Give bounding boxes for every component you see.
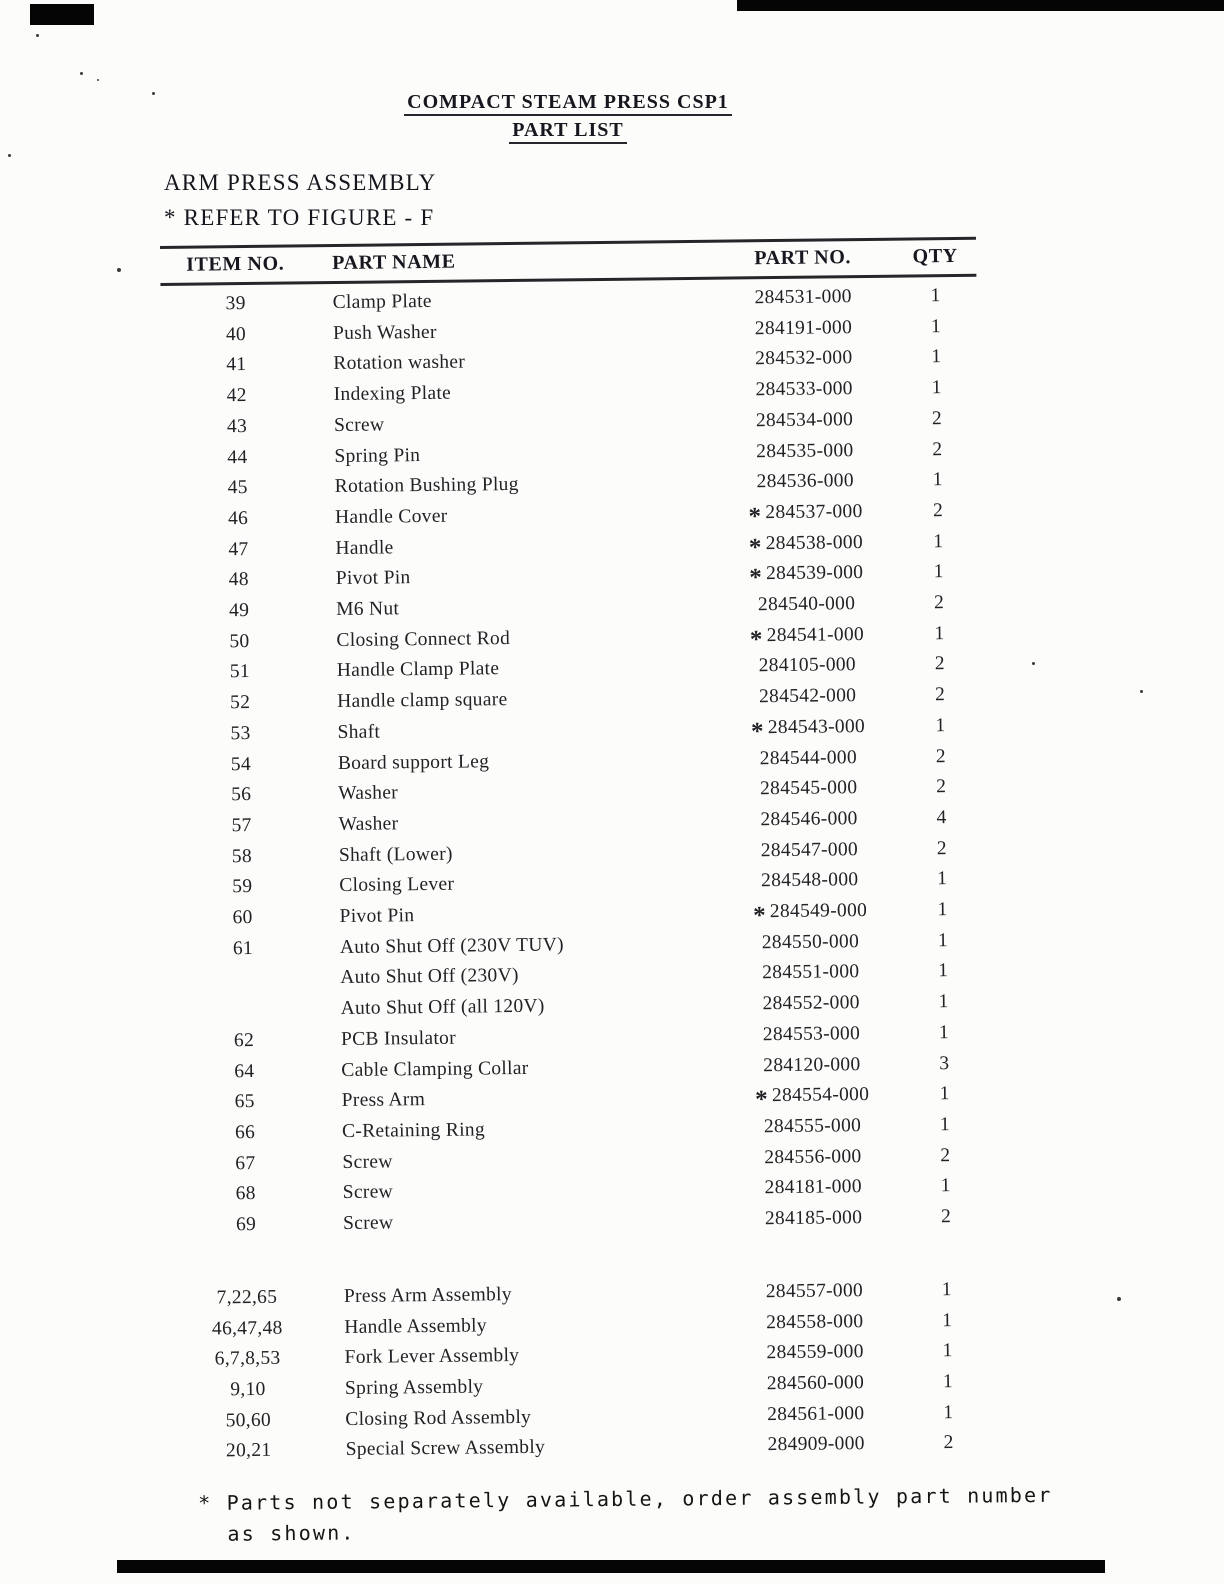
- part-name-cell: Handle clamp square: [337, 689, 508, 713]
- part-no-cell: [723, 1398, 908, 1431]
- part-no-cell: [722, 1275, 907, 1308]
- part-name-cell: Screw: [342, 1212, 394, 1235]
- part-name-cell: Pivot Pin: [335, 567, 411, 590]
- qty-cell: 1: [932, 469, 943, 491]
- qty-cell: 1: [933, 530, 944, 552]
- item-no-cell: 54: [230, 753, 252, 775]
- part-no-text: 284557-000: [765, 1279, 864, 1302]
- qty-cell: 2: [940, 1206, 952, 1228]
- qty-cell: 1: [935, 714, 946, 737]
- item-no-cell: 69: [235, 1214, 257, 1236]
- parts-table: [160, 237, 990, 1468]
- qty-cell: 1: [937, 868, 948, 890]
- item-no-cell: 49: [228, 600, 250, 622]
- part-no-cell: [719, 1018, 904, 1051]
- item-no-cell: 60: [232, 907, 253, 929]
- part-no-cell: [714, 558, 899, 591]
- part-name-cell: Washer: [338, 782, 399, 805]
- item-no-cell: 45: [227, 477, 248, 499]
- item-no-cell: 42: [226, 385, 247, 407]
- qty-cell: 2: [936, 776, 947, 798]
- scan-speck: [152, 92, 155, 95]
- part-name-cell: PCB Insulator: [340, 1027, 457, 1050]
- scan-artifact: [30, 4, 94, 25]
- qty-cell: 1: [939, 1083, 950, 1105]
- footnote-line2: as shown.: [227, 1520, 356, 1546]
- part-no-cell: [713, 466, 898, 499]
- part-no-text: 284534-000: [755, 408, 854, 432]
- item-no-cell: 56: [231, 784, 252, 806]
- item-no-cell: 47: [228, 538, 249, 560]
- part-no-cell: [716, 773, 901, 806]
- part-name-cell: Handle Cover: [334, 505, 448, 528]
- scan-artifact: [737, 0, 1224, 11]
- qty-cell: 1: [942, 1309, 953, 1331]
- item-no-cell: 43: [226, 415, 248, 438]
- part-name-cell: Press Arm Assembly: [343, 1283, 512, 1307]
- item-no-cell: 68: [235, 1183, 256, 1205]
- part-no-text: 284555-000: [763, 1115, 862, 1138]
- section-heading: ARM PRESS ASSEMBLY: [164, 170, 437, 195]
- item-no-cell: 7,22,65: [216, 1286, 278, 1309]
- item-no-cell: 67: [235, 1152, 256, 1174]
- part-name-cell: Auto Shut Off (all 120V): [340, 995, 545, 1020]
- scan-speck: [117, 268, 121, 272]
- part-name-cell: Cable Clamping Collar: [341, 1057, 529, 1081]
- column-header-part-no: PART NO.: [754, 246, 852, 270]
- parts-rows: [160, 277, 987, 1242]
- part-no-cell: [721, 1172, 906, 1205]
- footnote-line1: * Parts not separately available, order assembly part number: [198, 1482, 1053, 1515]
- item-no-cell: 44: [227, 446, 248, 468]
- scan-speck: [8, 154, 11, 157]
- part-no-text: 284556-000: [764, 1145, 862, 1168]
- qty-cell: 1: [934, 622, 945, 644]
- part-no-cell: [712, 404, 897, 437]
- part-no-text: 284531-000: [754, 286, 852, 309]
- part-name-cell: Closing Connect Rod: [336, 627, 511, 651]
- section-subheading: * REFER TO FIGURE - F: [164, 205, 435, 230]
- part-no-cell: [721, 1203, 906, 1236]
- part-name-cell: Press Arm: [341, 1089, 426, 1112]
- part-no-text: 284535-000: [756, 439, 854, 462]
- item-no-cell: 52: [230, 692, 251, 714]
- qty-cell: 2: [943, 1432, 954, 1454]
- item-no-cell: 61: [232, 937, 254, 959]
- part-no-text: 284553-000: [762, 1022, 861, 1046]
- part-name-cell: Handle Clamp Plate: [336, 658, 500, 682]
- part-no-text: 284538-000: [765, 531, 864, 554]
- part-no-text: 284185-000: [764, 1207, 863, 1230]
- part-no-cell: [720, 1141, 905, 1174]
- part-no-text: 284541-000: [766, 623, 865, 646]
- scan-artifact: [117, 1560, 1105, 1573]
- item-no-cell: 58: [231, 845, 253, 867]
- part-name-cell: Rotation washer: [333, 351, 466, 375]
- part-name-cell: Push Washer: [332, 321, 437, 344]
- qty-cell: 2: [940, 1144, 951, 1166]
- part-no-cell: [714, 589, 899, 622]
- part-name-cell: Clamp Plate: [332, 290, 432, 314]
- part-no-cell: [722, 1337, 907, 1370]
- part-name-cell: Special Screw Assembly: [345, 1437, 546, 1461]
- part-no-cell: [715, 711, 900, 744]
- scan-speck: [80, 72, 83, 75]
- section-heading-block: [164, 165, 436, 235]
- qty-cell: 1: [938, 991, 949, 1013]
- part-no-cell: [713, 527, 898, 560]
- part-no-text: 284533-000: [755, 378, 853, 401]
- item-no-cell: 50: [229, 630, 250, 652]
- qty-cell: 1: [942, 1370, 954, 1393]
- part-name-cell: Screw: [342, 1151, 393, 1173]
- assembly-rows: [172, 1274, 990, 1467]
- item-no-cell: 6,7,8,53: [214, 1347, 281, 1370]
- part-no-cell: [719, 1049, 904, 1082]
- scan-speck: [36, 34, 39, 37]
- column-header-item-no: ITEM NO.: [186, 252, 285, 276]
- qty-cell: 1: [931, 346, 942, 368]
- document-title-block: [160, 88, 976, 144]
- scan-speck: [1032, 662, 1035, 665]
- part-no-text: 284532-000: [755, 347, 853, 370]
- part-no-text: 284105-000: [758, 654, 857, 677]
- part-no-cell: [722, 1306, 907, 1339]
- part-no-cell: [718, 988, 903, 1021]
- item-no-cell: 57: [231, 814, 252, 837]
- qty-cell: 2: [932, 500, 944, 522]
- qty-cell: 1: [939, 1114, 951, 1136]
- part-no-text: 284550-000: [761, 930, 860, 953]
- qty-cell: 1: [930, 285, 941, 307]
- part-no-text: 284181-000: [764, 1176, 862, 1199]
- qty-cell: 1: [942, 1340, 953, 1362]
- part-no-text: 284558-000: [766, 1310, 864, 1333]
- footnote: [198, 1480, 1053, 1550]
- item-no-cell: 51: [229, 661, 251, 683]
- column-header-qty: QTY: [912, 244, 958, 268]
- part-no-text: 284560-000: [766, 1371, 865, 1395]
- part-no-cell: [712, 374, 897, 407]
- part-no-cell: [715, 681, 900, 714]
- item-no-cell: 59: [232, 876, 253, 898]
- item-no-cell: 46,47,48: [211, 1317, 283, 1339]
- part-no-text: 284540-000: [757, 593, 856, 616]
- document-title: COMPACT STEAM PRESS CSP1: [404, 91, 732, 116]
- item-no-cell: 53: [230, 722, 251, 745]
- qty-cell: 2: [934, 684, 946, 706]
- part-no-cell: [720, 1080, 905, 1113]
- part-no-text: 284120-000: [763, 1053, 861, 1076]
- part-no-text: 284552-000: [762, 992, 860, 1015]
- item-no-cell: 64: [234, 1060, 255, 1082]
- item-no-cell: 65: [234, 1091, 255, 1113]
- item-no-cell: 48: [228, 569, 249, 591]
- item-no-cell: 20,21: [225, 1440, 272, 1462]
- qty-cell: 1: [931, 377, 942, 399]
- part-no-text: 284542-000: [758, 685, 857, 708]
- part-name-cell: Spring Assembly: [344, 1376, 484, 1399]
- part-name-cell: Screw: [333, 414, 385, 436]
- part-name-cell: Spring Pin: [334, 444, 421, 467]
- part-name-cell: Auto Shut Off (230V TUV): [339, 934, 564, 958]
- part-no-text: 284546-000: [760, 808, 858, 831]
- qty-cell: 2: [933, 592, 945, 614]
- qty-cell: 2: [932, 438, 943, 460]
- scan-speck: [1117, 1297, 1121, 1301]
- part-no-cell: [718, 926, 903, 959]
- part-name-cell: Shaft (Lower): [338, 843, 453, 866]
- part-no-text: 284548-000: [760, 869, 859, 892]
- qty-cell: 4: [936, 807, 947, 829]
- part-no-cell: [710, 282, 895, 315]
- qty-cell: 1: [937, 899, 948, 921]
- item-no-cell: 40: [225, 323, 247, 345]
- part-no-cell: [716, 804, 901, 837]
- part-no-cell: [717, 865, 902, 898]
- item-no-cell: 62: [233, 1029, 255, 1052]
- qty-cell: 1: [941, 1278, 953, 1300]
- part-name-cell: Closing Lever: [339, 874, 455, 897]
- part-name-cell: Washer: [338, 813, 399, 835]
- qty-cell: 1: [937, 929, 949, 951]
- item-no-cell: 46: [227, 507, 249, 530]
- qty-cell: 1: [933, 561, 944, 583]
- part-name-cell: Auto Shut Off (230V): [340, 965, 519, 989]
- part-no-cell: [713, 497, 898, 530]
- item-no-cell: [168, 964, 318, 996]
- qty-cell: 3: [939, 1052, 950, 1074]
- document-subtitle: PART LIST: [509, 119, 626, 144]
- part-name-cell: Closing Rod Assembly: [345, 1406, 532, 1430]
- part-no-cell: [712, 435, 897, 468]
- part-name-cell: Fork Lever Assembly: [344, 1345, 520, 1369]
- qty-cell: 1: [938, 960, 949, 982]
- part-no-cell: [717, 834, 902, 867]
- part-name-cell: Pivot Pin: [339, 905, 415, 928]
- part-no-cell: [723, 1429, 908, 1462]
- part-no-cell: [714, 619, 899, 652]
- part-no-text: 284547-000: [760, 838, 859, 861]
- qty-cell: 1: [943, 1401, 954, 1423]
- part-no-cell: [715, 650, 900, 683]
- qty-cell: 1: [938, 1021, 950, 1044]
- part-name-cell: Indexing Plate: [333, 382, 452, 406]
- part-no-text: 284551-000: [762, 961, 860, 984]
- item-no-cell: 66: [234, 1121, 256, 1144]
- part-no-cell: [723, 1367, 908, 1400]
- part-no-text: 284537-000: [765, 500, 863, 524]
- part-no-text: 284544-000: [759, 746, 858, 769]
- column-header-part-name: PART NAME: [332, 250, 456, 275]
- scan-speck: [97, 79, 99, 81]
- part-no-text: 284536-000: [756, 470, 854, 493]
- item-no-cell: [169, 994, 319, 1026]
- qty-cell: 2: [931, 407, 943, 430]
- part-no-cell: [717, 896, 902, 929]
- qty-cell: 2: [935, 745, 946, 767]
- part-name-cell: Board support Leg: [337, 750, 490, 774]
- part-no-text: 284559-000: [766, 1341, 864, 1364]
- part-no-text: 284909-000: [767, 1433, 865, 1456]
- item-no-cell: 41: [226, 354, 247, 376]
- qty-cell: 1: [930, 315, 942, 337]
- part-no-cell: [718, 957, 903, 990]
- part-no-text: 284549-000: [769, 900, 868, 923]
- part-no-text: 284539-000: [765, 562, 864, 585]
- part-no-text: 284545-000: [759, 777, 858, 800]
- scan-speck: [1140, 690, 1143, 693]
- part-name-cell: M6 Nut: [336, 598, 400, 621]
- part-name-cell: Shaft: [337, 721, 381, 743]
- part-name-cell: Rotation Bushing Plug: [334, 474, 519, 498]
- item-no-cell: 39: [225, 293, 246, 315]
- part-no-cell: [711, 312, 896, 345]
- qty-cell: 2: [934, 653, 945, 675]
- part-name-cell: Screw: [342, 1181, 394, 1204]
- item-no-cell: 50,60: [225, 1409, 272, 1431]
- item-no-cell: 9,10: [230, 1378, 266, 1401]
- part-name-cell: Handle: [335, 536, 394, 559]
- qty-cell: 2: [936, 837, 948, 859]
- part-no-cell: [711, 343, 896, 376]
- part-no-text: 284554-000: [771, 1084, 870, 1107]
- part-no-text: 284561-000: [767, 1402, 865, 1425]
- part-no-cell: [716, 742, 901, 775]
- part-no-cell: [720, 1111, 905, 1144]
- part-name-cell: C-Retaining Ring: [341, 1119, 486, 1142]
- part-name-cell: Handle Assembly: [344, 1314, 487, 1338]
- part-no-text: 284543-000: [767, 715, 866, 738]
- part-no-text: 284191-000: [754, 316, 853, 339]
- qty-cell: 1: [940, 1175, 951, 1197]
